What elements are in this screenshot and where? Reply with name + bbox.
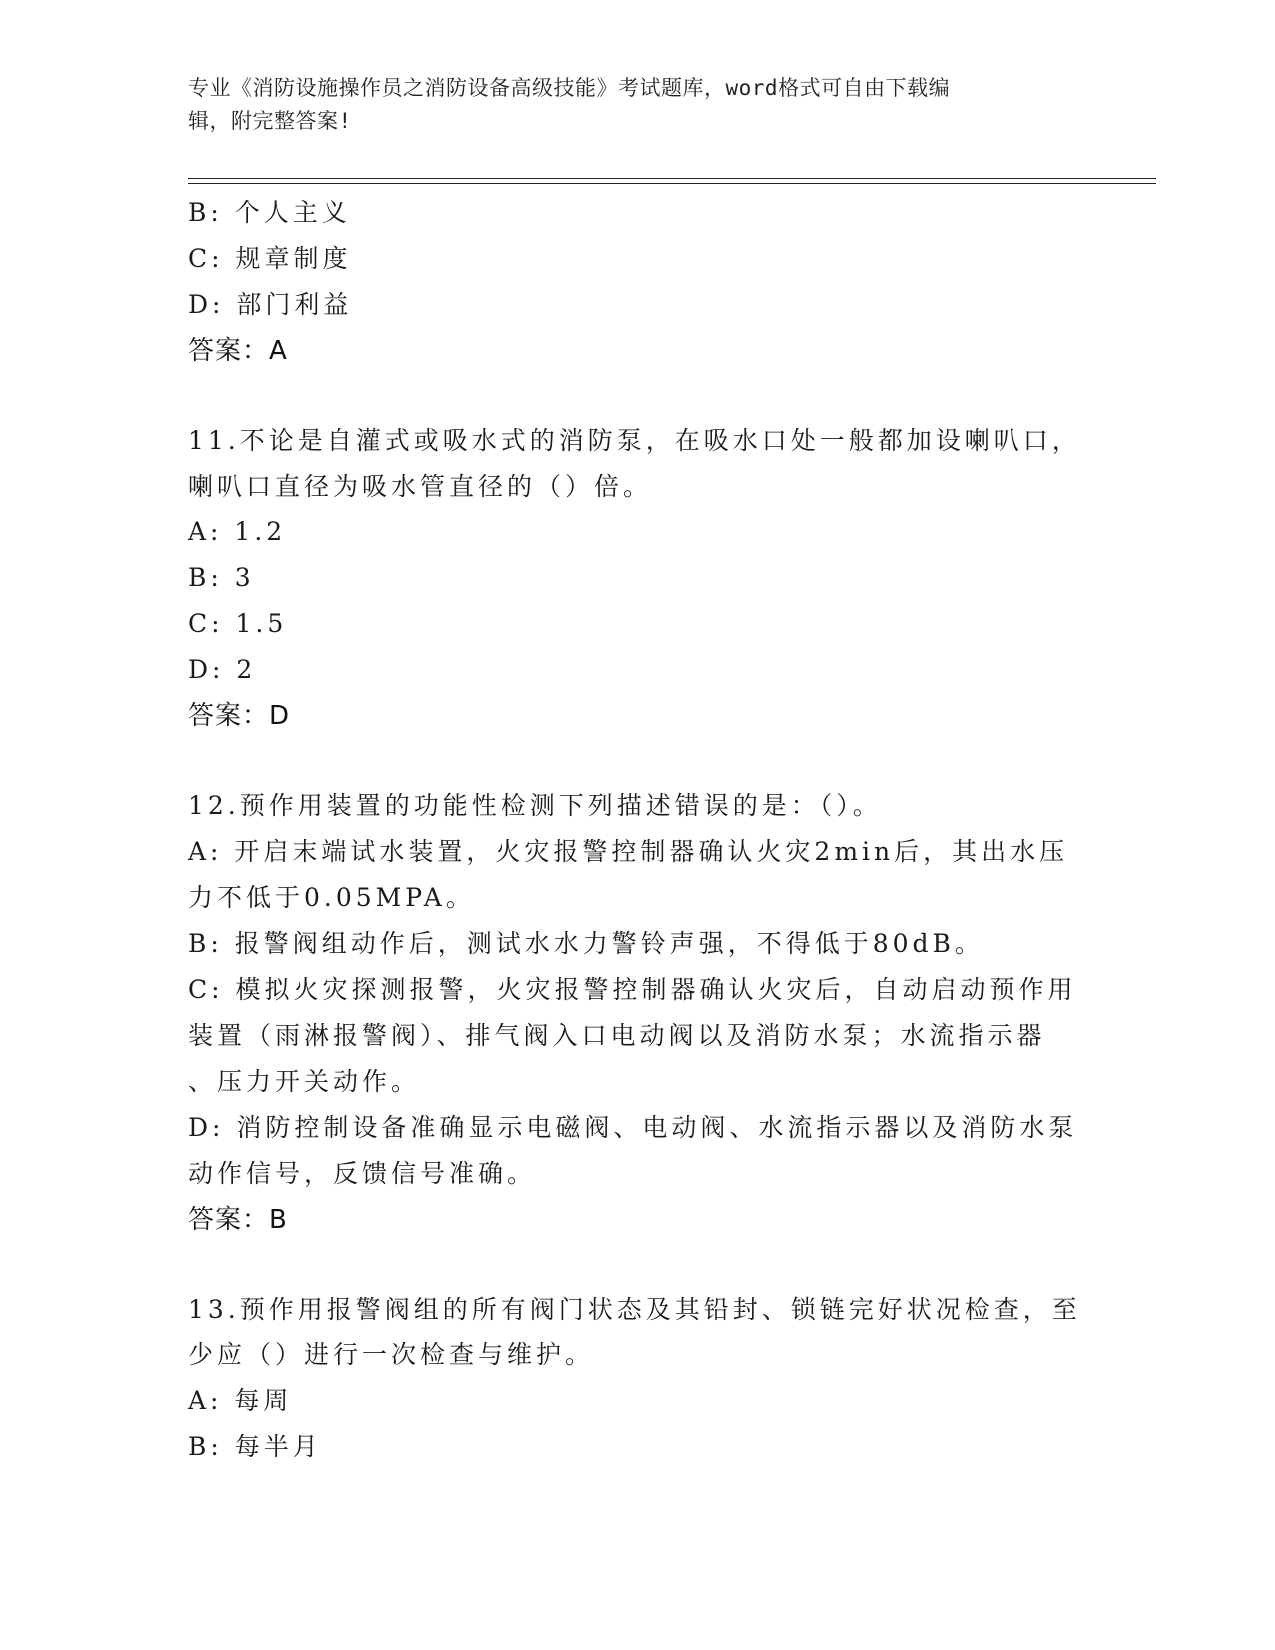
question-text-line: 13.预作用报警阀组的所有阀门状态及其铅封、锁链完好状况检查，至 [188, 1294, 1081, 1324]
question-content [188, 190, 1088, 1470]
option-d-continued: 动作信号，反馈信号准确。 [188, 1158, 537, 1188]
question-text-line: 12.预作用装置的功能性检测下列描述错误的是：（）。 [188, 791, 882, 820]
option-b: B: 个人主义 [188, 198, 351, 227]
question-text-line: 少应（）进行一次检查与维护。 [188, 1340, 595, 1369]
question-text-line: 喇叭口直径为吸水管直径的（）倍。 [188, 471, 653, 501]
option-a-continued: 力不低于0.05MPA。 [188, 882, 475, 912]
header-line-2: 辑，附完整答案! [188, 109, 352, 133]
header-divider-bottom [188, 183, 1156, 184]
answer-line: 答案：B [188, 1204, 288, 1235]
option-a: A: 每周 [188, 1385, 293, 1415]
question-11 [188, 418, 1088, 739]
header-line-1: 专业《消防设施操作员之消防设备高级技能》考试题库，word格式可自由下载编 [188, 76, 951, 100]
question-12 [188, 783, 1088, 1243]
option-c: C: 规章制度 [188, 244, 352, 273]
option-b: B: 每半月 [188, 1431, 322, 1461]
question-13 [188, 1287, 1088, 1470]
document-header [188, 72, 1068, 138]
header-divider-top [188, 178, 1156, 179]
option-c: C: 模拟火灾探测报警，火灾报警控制器确认火灾后，自动启动预作用 [188, 974, 1077, 1004]
option-c-continued: 装置（雨淋报警阀）、排气阀入口电动阀以及消防水泵；水流指示器 [188, 1020, 1046, 1050]
option-d: D: 消防控制设备准确显示电磁阀、电动阀、水流指示器以及消防水泵 [188, 1112, 1078, 1142]
answer-line: 答案：A [188, 336, 288, 366]
option-c-continued: 、压力开关动作。 [188, 1066, 421, 1096]
prev-question [188, 190, 1088, 374]
answer-line: 答案：D [188, 701, 291, 731]
option-b: B: 3 [188, 563, 255, 592]
option-a: A: 开启末端试水装置，火灾报警控制器确认火灾2min后，其出水压 [188, 836, 1069, 866]
question-text-line: 11.不论是自灌式或吸水式的消防泵，在吸水口处一般都加设喇叭口， [188, 426, 1081, 455]
option-d: D: 2 [188, 655, 257, 684]
option-a: A: 1.2 [188, 517, 287, 546]
option-d: D: 部门利益 [188, 290, 353, 319]
option-b: B: 报警阀组动作后，测试水水力警铃声强，不得低于80dB。 [188, 928, 984, 958]
option-c: C: 1.5 [188, 609, 288, 638]
